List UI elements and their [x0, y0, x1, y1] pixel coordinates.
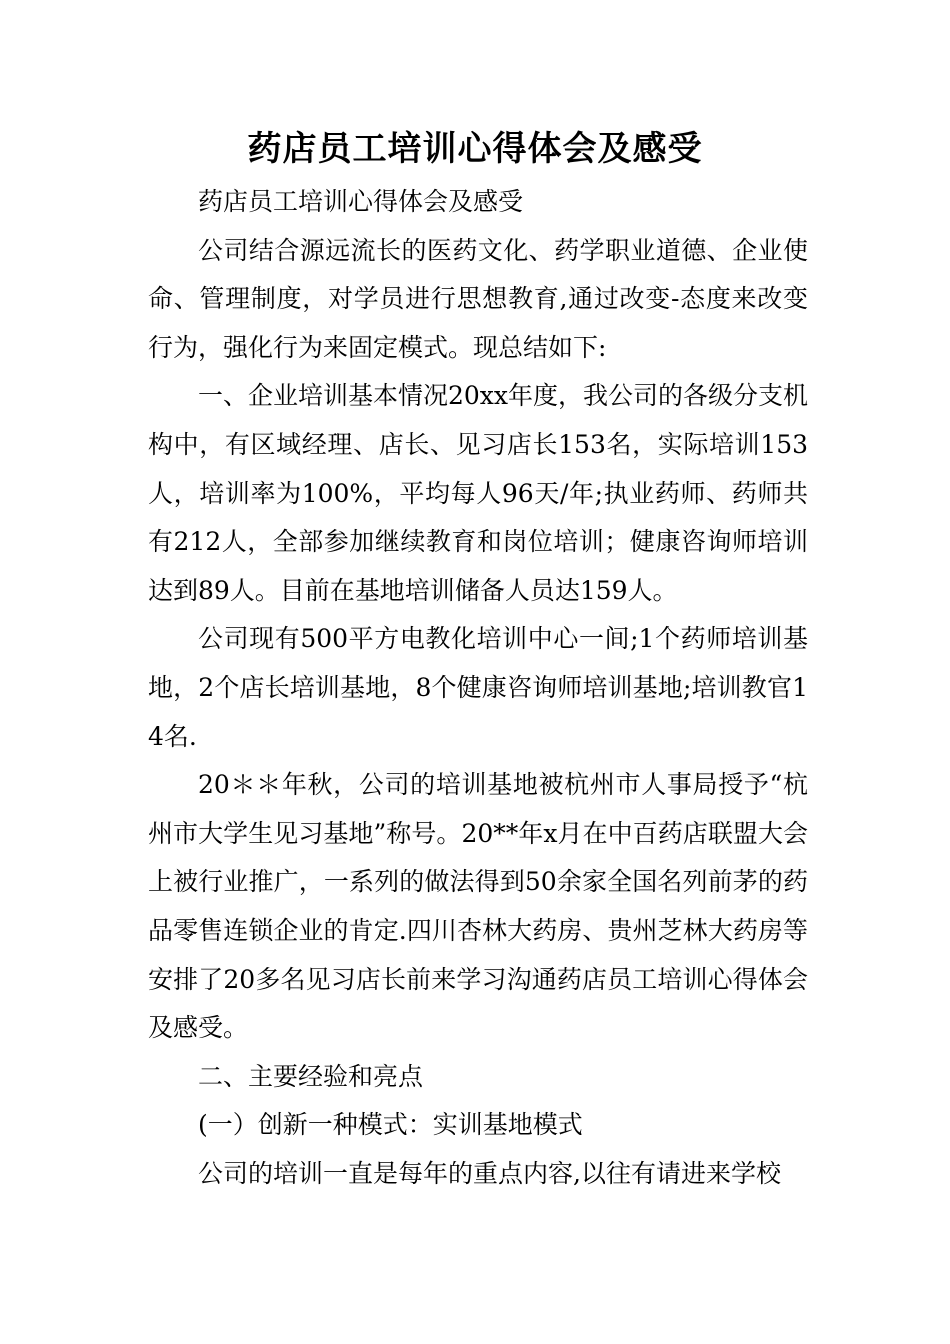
- paragraph-intro: 公司结合源远流长的医药文化、药学职业道德、企业使命、管理制度，对学员进行思想教育,通过改变-态度来改变行为，强化行为来固定模式。现总结如下:: [148, 235, 808, 362]
- paragraph-facilities: 公司现有500平方电教化培训中心一间;1个药师培训基地，2个店长培训基地，8个健康咨询师培训基地;培训教官14名.: [148, 624, 808, 751]
- paragraph-subtitle: 药店员工培训心得体会及感受: [198, 187, 524, 216]
- document-body: [148, 178, 808, 1198]
- paragraph-training-history: 公司的培训一直是每年的重点内容,以往有请进来学校: [198, 1158, 781, 1188]
- paragraph-section-two-heading: 二、主要经验和亮点: [198, 1061, 424, 1091]
- paragraph-subsection-heading: (一）创新一种模式：实训基地模式: [198, 1110, 583, 1140]
- paragraph-recognition: 20＊＊年秋，公司的培训基地被杭州市人事局授予“杭州市大学生见习基地”称号。20**年x月在中百药店联盟大会上被行业推广，一系列的做法得到50余家全国名列前茅的药品零售连锁企业的肯定.四川杏林大药房、贵州芝林大药房等安排了20多名见习店长前来学习沟通药店员工培训心得体会及感受。: [148, 770, 808, 1043]
- document-title: 药店员工培训心得体会及感受: [247, 129, 703, 169]
- paragraph-section-one: 一、企业培训基本情况20xx年度，我公司的各级分支机构中，有区域经理、店长、见习店长153名，实际培训153人，培训率为100%，平均每人96天/年;执业药师、药师共有212人，全部参加继续教育和岗位培训；健康咨询师培训达到89人。目前在基地培训储备人员达159人。: [148, 381, 809, 605]
